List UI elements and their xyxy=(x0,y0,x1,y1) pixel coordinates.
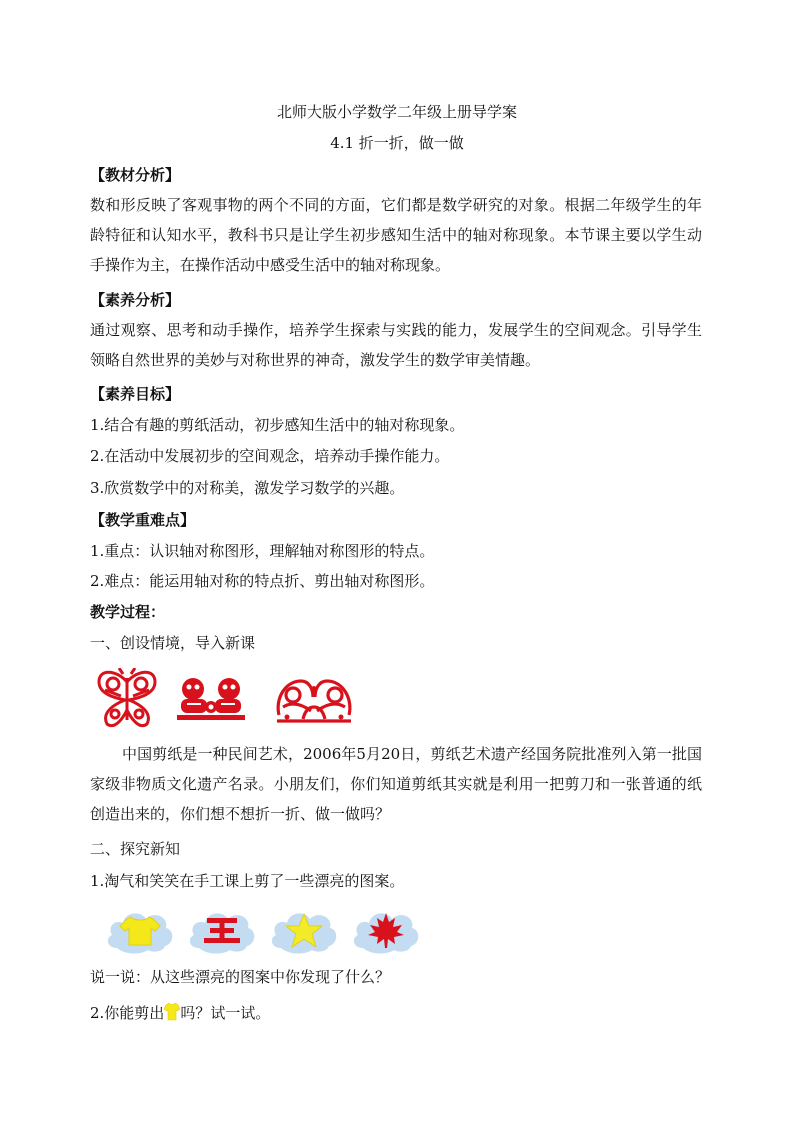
goal-item: 1.结合有趣的剪纸活动，初步感知生活中的轴对称现象。 xyxy=(90,416,465,434)
section-body-literacy: 通过观察、思考和动手操作，培养学生探索与实践的能力，发展学生的空间观念。引导学生领略自然世界的美妙与对称世界的神奇，激发学生的数学审美情趣。 xyxy=(90,321,702,369)
section-heading-textbook: 【教材分析】 xyxy=(90,166,181,184)
section-body-textbook: 数和形反映了客观事物的两个不同的方面，它们都是数学研究的对象。根据二年级学生的年龄特征和认知水平，教科书只是让学生初步感知生活中的轴对称现象。本节课主要以学生动手操作为主，在操作活动中感受生活中的轴对称现象。 xyxy=(90,196,702,274)
papercut-images xyxy=(95,668,355,730)
section-heading-goals: 【素养目标】 xyxy=(90,385,181,403)
keypoint-item: 1.重点：认识轴对称图形，理解轴对称图形的特点。 xyxy=(90,542,435,560)
pattern-images xyxy=(103,904,431,956)
twin-lions-papercut-icon xyxy=(175,675,247,723)
process-heading: 教学过程： xyxy=(90,603,166,621)
question-2-prefix: 2.你能剪出 xyxy=(90,1004,165,1022)
question-1: 1.淘气和笑笑在手工课上剪了一些漂亮的图案。 xyxy=(90,872,405,890)
part-heading-intro: 一、创设情境，导入新课 xyxy=(90,634,256,652)
shirt-icon xyxy=(103,904,177,956)
papercut-paragraph: 中国剪纸是一种民间艺术，2006年5月20日，剪纸艺术遗产经国务院批准列入第一批国家级非物质文化遗产名录。小朋友们，你们知道剪纸其实就是利用一把剪刀和一张普通的纸创造出来的，你们想不想折一折、做一做吗？ xyxy=(90,745,702,823)
question-2 xyxy=(90,998,710,1028)
section-heading-keypoints: 【教学重难点】 xyxy=(90,511,196,529)
doc-subtitle: 4.1 折一折，做一做 xyxy=(330,134,464,152)
goal-item: 2.在活动中发展初步的空间观念，培养动手操作能力。 xyxy=(90,447,450,465)
shirt-icon xyxy=(164,1001,180,1021)
goal-item: 3.欣赏数学中的对称美，激发学习数学的兴趣。 xyxy=(90,479,405,497)
question-1-prompt: 说一说：从这些漂亮的图案中你发现了什么？ xyxy=(90,968,391,986)
butterfly-papercut-icon xyxy=(95,668,159,730)
section-heading-literacy: 【素养分析】 xyxy=(90,291,181,309)
question-2-suffix: 吗？试一试。 xyxy=(180,1004,271,1022)
twin-birds-papercut-icon xyxy=(273,671,355,727)
maple-leaf-icon xyxy=(349,904,423,956)
keypoint-item: 2.难点：能运用轴对称的特点折、剪出轴对称图形。 xyxy=(90,572,435,590)
wang-character-icon xyxy=(185,904,259,956)
doc-title: 北师大版小学数学二年级上册导学案 xyxy=(276,103,517,121)
star-icon xyxy=(267,904,341,956)
part-heading-explore: 二、探究新知 xyxy=(90,840,181,858)
